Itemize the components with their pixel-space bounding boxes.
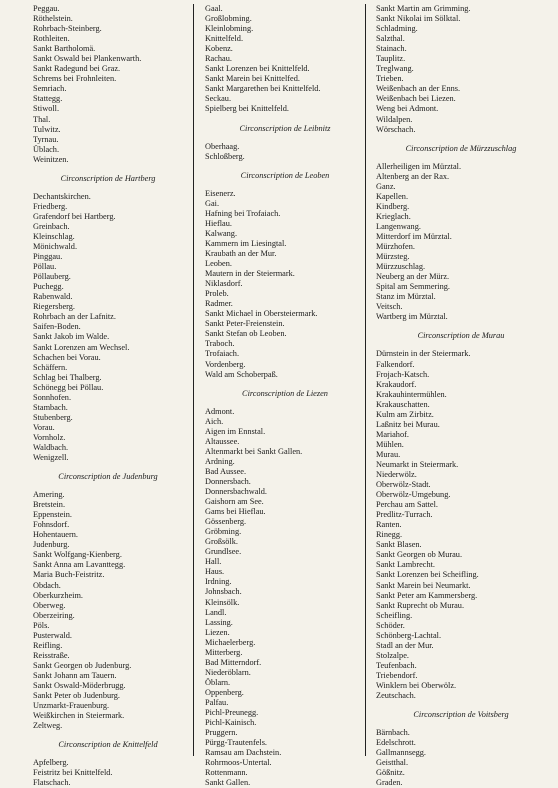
municipality-entry: Teufenbach. — [376, 660, 417, 670]
municipality-entry: Frojach-Katsch. — [376, 369, 430, 379]
municipality-entry: Reisstraße. — [33, 650, 70, 660]
municipality-entry: Oberhaag. — [205, 141, 240, 151]
municipality-entry: Kraubath an der Mur. — [205, 248, 277, 258]
municipality-entry: Weißkirchen in Steiermark. — [33, 711, 125, 721]
municipality-entry: Kindberg. — [376, 201, 410, 211]
municipality-entry: Admont. — [205, 406, 235, 416]
municipality-entry: Schloßberg. — [205, 151, 245, 161]
column-3 — [376, 4, 546, 788]
municipality-entry: Kleinlobming. — [205, 24, 254, 34]
municipality-entry: Liezen. — [205, 627, 230, 637]
district-heading: Circonscription de Leibnitz — [239, 123, 331, 133]
district-heading: Circonscription de Knittelfeld — [58, 740, 158, 750]
municipality-entry: Tauplitz. — [376, 54, 406, 64]
municipality-entry: Sankt Blasen. — [376, 540, 422, 550]
municipality-entry: Mitterberg. — [205, 647, 243, 657]
municipality-entry: Eppenstein. — [33, 510, 72, 520]
municipality-entry: Sankt Wolfgang-Kienberg. — [33, 550, 122, 560]
municipality-entry: Weißenbach bei Liezen. — [376, 94, 456, 104]
municipality-entry: Sankt Peter am Kammersberg. — [376, 590, 478, 600]
municipality-entry: Aich. — [205, 416, 224, 426]
municipality-entry: Reifling. — [33, 640, 63, 650]
municipality-entry: Pinggau. — [33, 252, 63, 262]
municipality-entry: Bärnbach. — [376, 728, 410, 738]
municipality-entry: Veitsch. — [376, 302, 403, 312]
municipality-entry: Seckau. — [205, 94, 232, 104]
municipality-entry: Dürnstein in der Steiermark. — [376, 349, 471, 359]
municipality-entry: Mönichwald. — [33, 242, 78, 252]
column-2 — [205, 4, 365, 788]
municipality-entry: Rohrmoos-Untertal. — [205, 758, 272, 768]
municipality-entry: Semriach. — [33, 84, 67, 94]
municipality-entry: Niederwölz. — [376, 470, 417, 480]
municipality-entry: Sankt Peter-Freienstein. — [205, 319, 285, 329]
municipality-entry: Sankt Lambrecht. — [376, 560, 435, 570]
municipality-entry: Triebendorf. — [376, 670, 418, 680]
municipality-entry: Oppenberg. — [205, 687, 244, 697]
municipality-entry: Oberweg. — [33, 600, 66, 610]
district-heading: Circonscription de Mürzzuschlag — [405, 143, 517, 153]
municipality-entry: Schäffern. — [33, 362, 68, 372]
municipality-entry: Obdach. — [33, 580, 61, 590]
municipality-entry: Fohnsdorf. — [33, 520, 70, 530]
municipality-entry: Knittelfeld. — [205, 34, 244, 44]
municipality-entry: Mautern in der Steiermark. — [205, 269, 295, 279]
municipality-entry: Hafning bei Trofaiach. — [205, 208, 281, 218]
municipality-entry: Wartberg im Mürztal. — [376, 312, 448, 322]
municipality-entry: Oberwölz-Umgebung. — [376, 490, 451, 500]
municipality-entry: Bad Aussee. — [205, 466, 247, 476]
municipality-entry: Perchau am Sattel. — [376, 500, 438, 510]
municipality-entry: Laßnitz bei Murau. — [376, 419, 440, 429]
municipality-entry: Apfelberg. — [33, 758, 69, 768]
municipality-entry: Sankt Peter ob Judenburg. — [33, 691, 120, 701]
municipality-entry: Sankt Lorenzen bei Knittelfeld. — [205, 64, 310, 74]
municipality-entry: Bretstein. — [33, 500, 66, 510]
district-heading: Circonscription de Leoben — [240, 170, 330, 180]
municipality-entry: Proleb. — [205, 289, 229, 299]
district-heading: Circonscription de Murau — [417, 331, 505, 341]
municipality-entry: Altaussee. — [205, 436, 240, 446]
municipality-entry: Grafendorf bei Hartberg. — [33, 211, 116, 221]
municipality-entry: Sankt Radegund bei Graz. — [33, 64, 121, 74]
municipality-entry: Gaal. — [205, 4, 223, 13]
municipality-entry: Dechantskirchen. — [33, 191, 91, 201]
municipality-entry: Feistritz bei Knittelfeld. — [33, 768, 113, 778]
municipality-entry: Sankt Marein bei Knittelfed. — [205, 74, 300, 84]
municipality-entry: Wald am Schoberpaß. — [205, 369, 278, 379]
municipality-entry: Gai. — [205, 198, 220, 208]
municipality-entry: Kulm am Zirbitz. — [376, 409, 434, 419]
municipality-entry: Neumarkt in Steiermark. — [376, 459, 459, 469]
municipality-entry: Landl. — [205, 607, 227, 617]
municipality-entry: Peggau. — [33, 4, 60, 13]
municipality-entry: Pichl-Preunegg. — [205, 708, 259, 718]
municipality-entry: Vorau. — [33, 422, 55, 432]
municipality-entry: Großsölk. — [205, 537, 238, 547]
municipality-entry: Schrems bei Frohnleiten. — [33, 74, 117, 84]
municipality-entry: Greinbach. — [33, 221, 70, 231]
municipality-entry: Waldbach. — [33, 442, 69, 452]
municipality-entry: Palfau. — [205, 698, 229, 707]
municipality-entry: Grundlsee. — [205, 547, 242, 557]
municipality-entry: Pöls. — [33, 620, 50, 630]
municipality-entry: Riegersberg. — [33, 302, 76, 312]
municipality-entry: Ganz. — [376, 181, 396, 191]
municipality-entry: Sankt Martin am Grimming. — [376, 4, 471, 13]
municipality-entry: Üblach. — [33, 144, 60, 154]
municipality-entry: Radmer. — [205, 299, 233, 309]
municipality-entry: Aigen im Ennstal. — [205, 426, 266, 436]
municipality-entry: Gröbming. — [205, 527, 242, 537]
municipality-entry: Schachen bei Vorau. — [33, 352, 101, 362]
municipality-entry: Rohrbach-Steinberg. — [33, 24, 102, 34]
municipality-entry: Salzthal. — [376, 34, 405, 44]
municipality-entry: Donnersbach. — [205, 476, 251, 486]
municipality-entry: Ramsau am Dachstein. — [205, 748, 282, 758]
municipality-entry: Tulwitz. — [33, 124, 61, 134]
municipality-entry: Pruggern. — [205, 728, 238, 738]
municipality-entry: Sankt Georgen ob Judenburg. — [33, 660, 132, 670]
municipality-entry: Schönberg-Lachtal. — [376, 630, 442, 640]
municipality-entry: Sankt Lorenzen bei Scheifling. — [376, 570, 479, 580]
municipality-entry: Johnsbach. — [205, 587, 242, 597]
municipality-entry: Hohentauern. — [33, 530, 78, 540]
municipality-entry: Hieflau. — [205, 218, 232, 228]
municipality-entry: Rabenwald. — [33, 292, 73, 302]
municipality-entry: Gössenberg. — [205, 517, 247, 527]
municipality-entry: Hall. — [205, 557, 222, 567]
municipality-entry: Thal. — [33, 114, 51, 124]
municipality-entry: Zeutschach. — [376, 691, 416, 701]
municipality-entry: Röthelstein. — [33, 14, 73, 24]
municipality-entry: Stubenberg. — [33, 412, 73, 422]
municipality-entry: Amering. — [33, 490, 65, 500]
municipality-entry: Pusterwald. — [33, 630, 72, 640]
municipality-entry: Großlobming. — [205, 14, 252, 24]
municipality-entry: Sankt Ruprecht ob Murau. — [376, 600, 465, 610]
municipality-entry: Allerheiligen im Mürztal. — [376, 161, 462, 171]
municipality-entry: Saifen-Boden. — [33, 322, 81, 332]
municipality-entry: Bad Mitterndorf. — [205, 657, 262, 667]
municipality-entry: Niklasdorf. — [205, 279, 243, 289]
municipality-entry: Sankt Marein bei Neumarkt. — [376, 580, 471, 590]
municipality-entry: Kapellen. — [376, 191, 409, 201]
municipality-entry: Winklern bei Oberwölz. — [376, 681, 457, 690]
municipality-entry: Stanz im Mürztal. — [376, 292, 436, 302]
municipality-entry: Sankt Bartholomä. — [33, 44, 96, 54]
municipality-entry: Sankt Anna am Lavanttegg. — [33, 560, 126, 570]
district-heading: Circonscription de Liezen — [242, 388, 328, 398]
municipality-entry: Michaelerberg. — [205, 637, 256, 647]
municipality-entry: Stambach. — [33, 402, 68, 412]
municipality-entry: Ardning. — [205, 456, 235, 466]
municipality-entry: Gallmannsegg. — [376, 748, 427, 758]
municipality-entry: Graden. — [376, 778, 403, 788]
municipality-entry: Stadl an der Mur. — [376, 640, 434, 650]
municipality-entry: Stainach. — [376, 44, 407, 54]
municipality-entry: Ranten. — [376, 520, 402, 530]
municipality-entry: Oberzeiring. — [33, 610, 75, 620]
municipality-entry: Wörschach. — [376, 124, 416, 134]
municipality-entry: Treglwang. — [376, 64, 414, 74]
municipality-entry: Rachau. — [205, 54, 232, 64]
municipality-entry: Judenburg. — [33, 540, 70, 550]
district-heading: Circonscription de Judenburg — [58, 472, 158, 482]
municipality-entry: Schladming. — [376, 24, 418, 34]
municipality-entry: Oberwölz-Stadt. — [376, 480, 431, 490]
municipality-entry: Mürzzuschlag. — [376, 262, 426, 272]
municipality-entry: Öblarn. — [205, 677, 231, 687]
municipality-entry: Krakaudorf. — [376, 379, 417, 389]
municipality-entry: Irdning. — [205, 577, 232, 587]
municipality-entry: Kleinschlag. — [33, 231, 75, 241]
municipality-entry: Weinitzen. — [33, 154, 69, 164]
municipality-entry: Scheifling. — [376, 610, 413, 620]
municipality-entry: Zeltweg. — [33, 721, 63, 731]
district-heading: Circonscription de Voitsberg — [413, 710, 509, 720]
municipality-entry: Tyrnau. — [33, 134, 59, 144]
municipality-entry: Mürzhofen. — [376, 242, 415, 252]
column-1 — [33, 4, 183, 788]
municipality-entry: Krakauhintermühlen. — [376, 389, 447, 399]
municipality-entry: Sankt Margarethen bei Knittelfeld. — [205, 84, 321, 94]
municipality-entry: Rohrbach an der Lafnitz. — [33, 312, 116, 322]
municipality-entry: Haus. — [205, 567, 225, 577]
municipality-entry: Stolzalpe. — [376, 650, 409, 660]
column-divider — [193, 4, 194, 756]
municipality-entry: Sankt Georgen ob Murau. — [376, 550, 463, 560]
municipality-entry: Pöllau. — [33, 262, 57, 272]
municipality-entry: Friedberg. — [33, 201, 68, 211]
municipality-entry: Mitterdorf im Mürztal. — [376, 231, 452, 241]
municipality-entry: Falkendorf. — [376, 359, 415, 369]
municipality-entry: Rottenmann. — [205, 768, 248, 778]
municipality-entry: Kleinsölk. — [205, 597, 240, 607]
municipality-entry: Unzmarkt-Frauenburg. — [33, 701, 110, 711]
municipality-entry: Spielberg bei Knittelfeld. — [205, 104, 289, 114]
municipality-entry: Geistthal. — [376, 758, 409, 768]
municipality-entry: Kalwang. — [205, 228, 238, 238]
municipality-entry: Mariahof. — [376, 429, 409, 439]
municipality-entry: Neuberg an der Mürz. — [376, 272, 450, 282]
municipality-entry: Mühlen. — [376, 439, 404, 449]
municipality-entry: Rothleiten. — [33, 34, 70, 44]
municipality-entry: Schöder. — [376, 620, 405, 630]
municipality-entry: Krieglach. — [376, 211, 411, 221]
municipality-entry: Edelschrott. — [376, 738, 416, 748]
municipality-entry: Sankt Oswald-Möderbrugg. — [33, 681, 126, 690]
municipality-entry: Vornholz. — [33, 432, 66, 442]
municipality-entry: Wenigzell. — [33, 453, 69, 463]
municipality-entry: Lassing. — [205, 617, 233, 627]
municipality-entry: Sankt Lorenzen am Wechsel. — [33, 342, 130, 352]
municipality-entry: Altenberg an der Rax. — [376, 171, 450, 181]
municipality-entry: Puchegg. — [33, 282, 64, 292]
municipality-entry: Oberkurzheim. — [33, 590, 83, 600]
municipality-entry: Niederöblarn. — [205, 667, 251, 677]
municipality-entry: Wildalpen. — [376, 114, 413, 124]
municipality-entry: Pichl-Kainisch. — [205, 718, 257, 728]
municipality-entry: Weng bei Admont. — [376, 104, 439, 114]
municipality-entry: Pürgg-Trautenfels. — [205, 738, 267, 748]
municipality-entry: Flatschach. — [33, 778, 71, 788]
municipality-entry: Traboch. — [205, 339, 235, 349]
municipality-entry: Sankt Johann am Tauern. — [33, 670, 117, 680]
municipality-entry: Sankt Nikolai im Sölktal. — [376, 14, 461, 24]
municipality-entry: Spital am Semmering. — [376, 282, 450, 292]
municipality-entry: Sankt Jakob im Walde. — [33, 332, 110, 342]
municipality-entry: Kobenz. — [205, 44, 233, 54]
column-divider — [365, 4, 366, 756]
municipality-entry: Stiwoll. — [33, 104, 60, 114]
municipality-entry: Gams bei Hieflau. — [205, 507, 266, 517]
municipality-entry: Schönegg bei Pöllau. — [33, 382, 104, 392]
municipality-entry: Trofaiach. — [205, 349, 240, 359]
municipality-entry: Langenwang. — [376, 221, 421, 231]
municipality-entry: Weißenbach an der Enns. — [376, 84, 461, 94]
municipality-entry: Sankt Oswald bei Plankenwarth. — [33, 54, 142, 64]
municipality-entry: Rinegg. — [376, 530, 403, 540]
municipality-entry: Gaishorn am See. — [205, 497, 264, 507]
municipality-entry: Donnersbachwald. — [205, 487, 267, 497]
municipality-entry: Stattegg. — [33, 94, 63, 104]
municipality-entry: Schlag bei Thalberg. — [33, 372, 102, 382]
municipality-entry: Sankt Michael in Obersteiermark. — [205, 309, 318, 319]
municipality-entry: Eisenerz. — [205, 188, 236, 198]
municipality-entry: Vordenberg. — [205, 359, 246, 369]
municipality-entry: Leoben. — [205, 259, 232, 269]
municipality-entry: Trieben. — [376, 74, 404, 84]
municipality-entry: Sankt Stefan ob Leoben. — [205, 329, 287, 339]
municipality-entry: Maria Buch-Feistritz. — [33, 570, 105, 580]
municipality-entry: Kammern im Liesingtal. — [205, 238, 287, 248]
municipality-entry: Sankt Gallen. — [205, 778, 251, 788]
municipality-entry: Altenmarkt bei Sankt Gallen. — [205, 446, 303, 456]
district-heading: Circonscription de Hartberg — [60, 173, 156, 183]
municipality-entry: Krakauschatten. — [376, 399, 430, 409]
municipality-entry: Pöllauberg. — [33, 272, 71, 282]
municipality-entry: Gößnitz. — [376, 768, 405, 778]
municipality-entry: Sonnhofen. — [33, 392, 72, 402]
municipality-entry: Predlitz-Turrach. — [376, 510, 433, 520]
municipality-entry: Mürzsteg. — [376, 252, 410, 262]
municipality-entry: Murau. — [376, 449, 401, 459]
